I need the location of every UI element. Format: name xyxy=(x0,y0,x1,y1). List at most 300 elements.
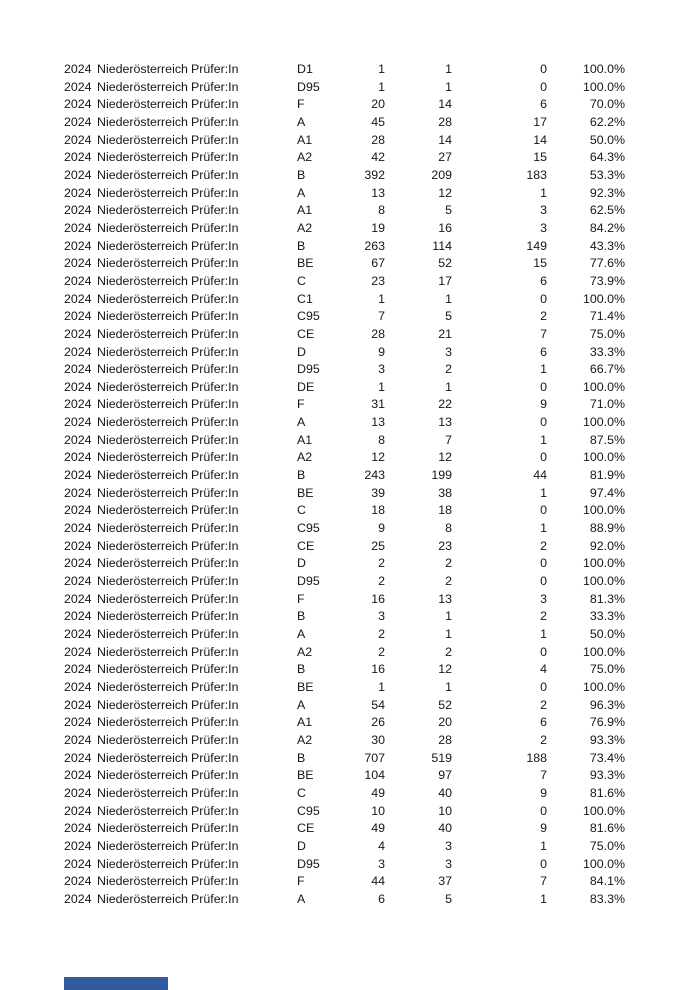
region-cell: Niederösterreich xyxy=(97,132,188,147)
examiner-cell: Prüfer:In xyxy=(191,715,239,730)
region-cell: Niederösterreich xyxy=(97,768,188,783)
category-cell: A1 xyxy=(297,715,313,730)
table-row xyxy=(0,520,700,538)
year-cell: 2024 xyxy=(64,803,92,818)
category-cell: A2 xyxy=(297,644,313,659)
passed-cell: 12 xyxy=(438,450,452,465)
pass-rate-cell: 75.0% xyxy=(589,326,625,341)
pass-rate-cell: 100.0% xyxy=(582,556,625,571)
passed-cell: 13 xyxy=(438,591,452,606)
table-row xyxy=(0,502,700,520)
passed-cell: 209 xyxy=(431,167,452,182)
year-cell: 2024 xyxy=(64,362,92,377)
candidates-cell: 1 xyxy=(378,291,385,306)
table-row xyxy=(0,202,700,220)
table-row xyxy=(0,750,700,768)
examiner-cell: Prüfer:In xyxy=(191,838,239,853)
region-cell: Niederösterreich xyxy=(97,397,188,412)
candidates-cell: 6 xyxy=(378,891,385,906)
year-cell: 2024 xyxy=(64,291,92,306)
failed-cell: 0 xyxy=(540,856,547,871)
table-row xyxy=(0,767,700,785)
failed-cell: 2 xyxy=(540,538,547,553)
category-cell: A2 xyxy=(297,220,313,235)
examiner-cell: Prüfer:In xyxy=(191,185,239,200)
region-cell: Niederösterreich xyxy=(97,750,188,765)
passed-cell: 20 xyxy=(438,715,452,730)
category-cell: F xyxy=(297,591,305,606)
year-cell: 2024 xyxy=(64,521,92,536)
table-row xyxy=(0,803,700,821)
failed-cell: 9 xyxy=(540,397,547,412)
pass-rate-cell: 64.3% xyxy=(589,150,625,165)
pass-rate-cell: 70.0% xyxy=(589,97,625,112)
year-cell: 2024 xyxy=(64,203,92,218)
region-cell: Niederösterreich xyxy=(97,803,188,818)
region-cell: Niederösterreich xyxy=(97,662,188,677)
examiner-cell: Prüfer:In xyxy=(191,521,239,536)
candidates-cell: 28 xyxy=(371,326,385,341)
pass-rate-cell: 100.0% xyxy=(582,503,625,518)
candidates-cell: 3 xyxy=(378,856,385,871)
failed-cell: 14 xyxy=(533,132,547,147)
candidates-cell: 3 xyxy=(378,609,385,624)
category-cell: C xyxy=(297,785,306,800)
candidates-cell: 104 xyxy=(364,768,385,783)
pass-rate-cell: 73.4% xyxy=(589,750,625,765)
candidates-cell: 2 xyxy=(378,556,385,571)
examiner-cell: Prüfer:In xyxy=(191,415,239,430)
table-row xyxy=(0,132,700,150)
table-row xyxy=(0,555,700,573)
table-row xyxy=(0,697,700,715)
year-cell: 2024 xyxy=(64,344,92,359)
candidates-cell: 31 xyxy=(371,397,385,412)
pass-rate-cell: 84.1% xyxy=(589,874,625,889)
examiner-cell: Prüfer:In xyxy=(191,132,239,147)
pass-rate-cell: 83.3% xyxy=(589,891,625,906)
candidates-cell: 16 xyxy=(371,662,385,677)
passed-cell: 3 xyxy=(445,344,452,359)
table-row xyxy=(0,732,700,750)
pass-rate-cell: 62.5% xyxy=(589,203,625,218)
region-cell: Niederösterreich xyxy=(97,485,188,500)
year-cell: 2024 xyxy=(64,450,92,465)
pass-rate-cell: 100.0% xyxy=(582,574,625,589)
year-cell: 2024 xyxy=(64,167,92,182)
pass-rate-cell: 50.0% xyxy=(589,627,625,641)
region-cell: Niederösterreich xyxy=(97,256,188,271)
passed-cell: 1 xyxy=(445,627,452,641)
candidates-cell: 20 xyxy=(371,97,385,112)
pass-rate-cell: 100.0% xyxy=(582,379,625,394)
failed-cell: 1 xyxy=(540,627,547,641)
pass-rate-cell: 87.5% xyxy=(589,432,625,447)
failed-cell: 0 xyxy=(540,291,547,306)
failed-cell: 149 xyxy=(526,238,547,253)
region-cell: Niederösterreich xyxy=(97,220,188,235)
failed-cell: 15 xyxy=(533,150,547,165)
examiner-cell: Prüfer:In xyxy=(191,167,239,182)
category-cell: D1 xyxy=(297,62,313,76)
region-cell: Niederösterreich xyxy=(97,79,188,94)
candidates-cell: 49 xyxy=(371,785,385,800)
year-cell: 2024 xyxy=(64,556,92,571)
category-cell: A1 xyxy=(297,132,313,147)
pass-rate-cell: 100.0% xyxy=(582,679,625,694)
year-cell: 2024 xyxy=(64,715,92,730)
candidates-cell: 28 xyxy=(371,132,385,147)
category-cell: C xyxy=(297,273,306,288)
passed-cell: 16 xyxy=(438,220,452,235)
table-row xyxy=(0,873,700,891)
examiner-cell: Prüfer:In xyxy=(191,803,239,818)
table-row xyxy=(0,467,700,485)
candidates-cell: 30 xyxy=(371,732,385,747)
year-cell: 2024 xyxy=(64,432,92,447)
table-body xyxy=(0,61,700,909)
year-cell: 2024 xyxy=(64,609,92,624)
table-row xyxy=(0,238,700,256)
category-cell: CE xyxy=(297,821,315,836)
year-cell: 2024 xyxy=(64,326,92,341)
table-row xyxy=(0,485,700,503)
candidates-cell: 8 xyxy=(378,432,385,447)
examiner-cell: Prüfer:In xyxy=(191,485,239,500)
category-cell: B xyxy=(297,662,306,677)
year-cell: 2024 xyxy=(64,821,92,836)
candidates-cell: 16 xyxy=(371,591,385,606)
category-cell: B xyxy=(297,167,306,182)
pass-rate-cell: 100.0% xyxy=(582,415,625,430)
passed-cell: 1 xyxy=(445,79,452,94)
year-cell: 2024 xyxy=(64,503,92,518)
candidates-cell: 392 xyxy=(364,167,385,182)
failed-cell: 6 xyxy=(540,344,547,359)
year-cell: 2024 xyxy=(64,220,92,235)
examiner-cell: Prüfer:In xyxy=(191,574,239,589)
year-cell: 2024 xyxy=(64,468,92,483)
examiner-cell: Prüfer:In xyxy=(191,874,239,889)
failed-cell: 0 xyxy=(540,379,547,394)
category-cell: A1 xyxy=(297,432,313,447)
table-row xyxy=(0,679,700,697)
table-row xyxy=(0,255,700,273)
year-cell: 2024 xyxy=(64,891,92,906)
examiner-cell: Prüfer:In xyxy=(191,697,239,712)
failed-cell: 17 xyxy=(533,114,547,129)
pass-rate-cell: 76.9% xyxy=(589,715,625,730)
pass-rate-cell: 66.7% xyxy=(589,362,625,377)
candidates-cell: 42 xyxy=(371,150,385,165)
passed-cell: 13 xyxy=(438,415,452,430)
category-cell: BE xyxy=(297,679,314,694)
passed-cell: 28 xyxy=(438,732,452,747)
failed-cell: 1 xyxy=(540,185,547,200)
examiner-cell: Prüfer:In xyxy=(191,627,239,641)
region-cell: Niederösterreich xyxy=(97,291,188,306)
pass-rate-cell: 96.3% xyxy=(589,697,625,712)
category-cell: B xyxy=(297,468,306,483)
passed-cell: 14 xyxy=(438,97,452,112)
table-row xyxy=(0,96,700,114)
category-cell: CE xyxy=(297,326,315,341)
table-row xyxy=(0,326,700,344)
year-cell: 2024 xyxy=(64,785,92,800)
region-cell: Niederösterreich xyxy=(97,238,188,253)
category-cell: C xyxy=(297,503,306,518)
category-cell: BE xyxy=(297,485,314,500)
examiner-cell: Prüfer:In xyxy=(191,291,239,306)
candidates-cell: 8 xyxy=(378,203,385,218)
examiner-cell: Prüfer:In xyxy=(191,397,239,412)
passed-cell: 23 xyxy=(438,538,452,553)
table-row xyxy=(0,538,700,556)
pass-rate-cell: 88.9% xyxy=(589,521,625,536)
failed-cell: 2 xyxy=(540,609,547,624)
table-row xyxy=(0,573,700,591)
examiner-cell: Prüfer:In xyxy=(191,891,239,906)
pass-rate-cell: 92.0% xyxy=(589,538,625,553)
examiner-cell: Prüfer:In xyxy=(191,203,239,218)
region-cell: Niederösterreich xyxy=(97,891,188,906)
pass-rate-cell: 84.2% xyxy=(589,220,625,235)
bottom-blue-bar xyxy=(64,977,168,990)
category-cell: D95 xyxy=(297,574,320,589)
failed-cell: 0 xyxy=(540,450,547,465)
examiner-cell: Prüfer:In xyxy=(191,256,239,271)
year-cell: 2024 xyxy=(64,662,92,677)
failed-cell: 0 xyxy=(540,503,547,518)
failed-cell: 6 xyxy=(540,273,547,288)
category-cell: D95 xyxy=(297,856,320,871)
category-cell: A2 xyxy=(297,732,313,747)
table-row xyxy=(0,626,700,644)
table-row xyxy=(0,344,700,362)
table-row xyxy=(0,396,700,414)
examiner-cell: Prüfer:In xyxy=(191,432,239,447)
candidates-cell: 19 xyxy=(371,220,385,235)
table-row xyxy=(0,432,700,450)
examiner-cell: Prüfer:In xyxy=(191,344,239,359)
region-cell: Niederösterreich xyxy=(97,150,188,165)
passed-cell: 52 xyxy=(438,697,452,712)
region-cell: Niederösterreich xyxy=(97,574,188,589)
table-row xyxy=(0,61,700,79)
category-cell: B xyxy=(297,609,306,624)
candidates-cell: 45 xyxy=(371,114,385,129)
category-cell: A xyxy=(297,697,306,712)
examiner-cell: Prüfer:In xyxy=(191,732,239,747)
candidates-cell: 1 xyxy=(378,79,385,94)
year-cell: 2024 xyxy=(64,627,92,641)
category-cell: D95 xyxy=(297,362,320,377)
year-cell: 2024 xyxy=(64,485,92,500)
examiner-cell: Prüfer:In xyxy=(191,609,239,624)
year-cell: 2024 xyxy=(64,768,92,783)
candidates-cell: 1 xyxy=(378,679,385,694)
examiner-cell: Prüfer:In xyxy=(191,856,239,871)
category-cell: F xyxy=(297,397,305,412)
passed-cell: 2 xyxy=(445,556,452,571)
pass-rate-cell: 73.9% xyxy=(589,273,625,288)
table-row xyxy=(0,308,700,326)
table-row xyxy=(0,891,700,909)
failed-cell: 2 xyxy=(540,732,547,747)
failed-cell: 44 xyxy=(533,468,547,483)
pass-rate-cell: 93.3% xyxy=(589,732,625,747)
examiner-cell: Prüfer:In xyxy=(191,62,239,76)
examiner-cell: Prüfer:In xyxy=(191,150,239,165)
candidates-cell: 10 xyxy=(371,803,385,818)
year-cell: 2024 xyxy=(64,132,92,147)
passed-cell: 2 xyxy=(445,644,452,659)
failed-cell: 7 xyxy=(540,874,547,889)
region-cell: Niederösterreich xyxy=(97,856,188,871)
passed-cell: 12 xyxy=(438,662,452,677)
table-row xyxy=(0,856,700,874)
examiner-cell: Prüfer:In xyxy=(191,114,239,129)
candidates-cell: 2 xyxy=(378,644,385,659)
candidates-cell: 49 xyxy=(371,821,385,836)
candidates-cell: 13 xyxy=(371,415,385,430)
category-cell: A xyxy=(297,114,306,129)
region-cell: Niederösterreich xyxy=(97,821,188,836)
year-cell: 2024 xyxy=(64,97,92,112)
category-cell: C1 xyxy=(297,291,313,306)
region-cell: Niederösterreich xyxy=(97,326,188,341)
failed-cell: 1 xyxy=(540,521,547,536)
examiner-cell: Prüfer:In xyxy=(191,362,239,377)
pass-rate-cell: 100.0% xyxy=(582,450,625,465)
year-cell: 2024 xyxy=(64,114,92,129)
region-cell: Niederösterreich xyxy=(97,432,188,447)
pass-rate-cell: 93.3% xyxy=(589,768,625,783)
examiner-cell: Prüfer:In xyxy=(191,97,239,112)
passed-cell: 7 xyxy=(445,432,452,447)
examiner-cell: Prüfer:In xyxy=(191,468,239,483)
candidates-cell: 9 xyxy=(378,521,385,536)
region-cell: Niederösterreich xyxy=(97,838,188,853)
examiner-cell: Prüfer:In xyxy=(191,821,239,836)
pass-rate-cell: 100.0% xyxy=(582,62,625,76)
region-cell: Niederösterreich xyxy=(97,503,188,518)
category-cell: A xyxy=(297,891,306,906)
pass-rate-cell: 33.3% xyxy=(589,609,625,624)
pass-rate-cell: 75.0% xyxy=(589,662,625,677)
region-cell: Niederösterreich xyxy=(97,644,188,659)
passed-cell: 38 xyxy=(438,485,452,500)
category-cell: A2 xyxy=(297,150,313,165)
passed-cell: 5 xyxy=(445,309,452,324)
year-cell: 2024 xyxy=(64,644,92,659)
failed-cell: 1 xyxy=(540,485,547,500)
region-cell: Niederösterreich xyxy=(97,697,188,712)
examiner-cell: Prüfer:In xyxy=(191,326,239,341)
pass-rate-cell: 81.9% xyxy=(589,468,625,483)
category-cell: B xyxy=(297,750,306,765)
region-cell: Niederösterreich xyxy=(97,379,188,394)
passed-cell: 37 xyxy=(438,874,452,889)
passed-cell: 2 xyxy=(445,574,452,589)
failed-cell: 0 xyxy=(540,803,547,818)
pass-rate-cell: 81.3% xyxy=(589,591,625,606)
candidates-cell: 9 xyxy=(378,344,385,359)
category-cell: B xyxy=(297,238,306,253)
table-row xyxy=(0,820,700,838)
year-cell: 2024 xyxy=(64,750,92,765)
examiner-cell: Prüfer:In xyxy=(191,538,239,553)
candidates-cell: 2 xyxy=(378,627,385,641)
candidates-cell: 7 xyxy=(378,309,385,324)
pass-rate-cell: 100.0% xyxy=(582,644,625,659)
failed-cell: 2 xyxy=(540,309,547,324)
passed-cell: 519 xyxy=(431,750,452,765)
passed-cell: 27 xyxy=(438,150,452,165)
table-row xyxy=(0,838,700,856)
year-cell: 2024 xyxy=(64,697,92,712)
candidates-cell: 1 xyxy=(378,62,385,76)
pass-rate-cell: 81.6% xyxy=(589,785,625,800)
failed-cell: 3 xyxy=(540,220,547,235)
candidates-cell: 44 xyxy=(371,874,385,889)
year-cell: 2024 xyxy=(64,309,92,324)
examiner-cell: Prüfer:In xyxy=(191,662,239,677)
category-cell: D95 xyxy=(297,79,320,94)
failed-cell: 0 xyxy=(540,415,547,430)
examiner-cell: Prüfer:In xyxy=(191,591,239,606)
passed-cell: 52 xyxy=(438,256,452,271)
pass-rate-cell: 71.4% xyxy=(589,309,625,324)
passed-cell: 1 xyxy=(445,609,452,624)
year-cell: 2024 xyxy=(64,397,92,412)
table-row xyxy=(0,273,700,291)
passed-cell: 1 xyxy=(445,679,452,694)
failed-cell: 1 xyxy=(540,432,547,447)
year-cell: 2024 xyxy=(64,238,92,253)
year-cell: 2024 xyxy=(64,856,92,871)
candidates-cell: 25 xyxy=(371,538,385,553)
candidates-cell: 26 xyxy=(371,715,385,730)
passed-cell: 1 xyxy=(445,62,452,76)
table-row xyxy=(0,414,700,432)
passed-cell: 40 xyxy=(438,785,452,800)
failed-cell: 0 xyxy=(540,679,547,694)
passed-cell: 1 xyxy=(445,379,452,394)
failed-cell: 7 xyxy=(540,326,547,341)
examiner-cell: Prüfer:In xyxy=(191,785,239,800)
region-cell: Niederösterreich xyxy=(97,591,188,606)
failed-cell: 6 xyxy=(540,715,547,730)
examiner-cell: Prüfer:In xyxy=(191,379,239,394)
year-cell: 2024 xyxy=(64,732,92,747)
category-cell: C95 xyxy=(297,803,320,818)
category-cell: D xyxy=(297,838,306,853)
category-cell: DE xyxy=(297,379,315,394)
category-cell: C95 xyxy=(297,309,320,324)
region-cell: Niederösterreich xyxy=(97,309,188,324)
pass-rate-cell: 77.6% xyxy=(589,256,625,271)
table-row xyxy=(0,449,700,467)
table-row xyxy=(0,608,700,626)
region-cell: Niederösterreich xyxy=(97,679,188,694)
year-cell: 2024 xyxy=(64,679,92,694)
examiner-cell: Prüfer:In xyxy=(191,79,239,94)
pass-rate-cell: 53.3% xyxy=(589,167,625,182)
region-cell: Niederösterreich xyxy=(97,62,188,76)
category-cell: F xyxy=(297,874,305,889)
examiner-cell: Prüfer:In xyxy=(191,768,239,783)
